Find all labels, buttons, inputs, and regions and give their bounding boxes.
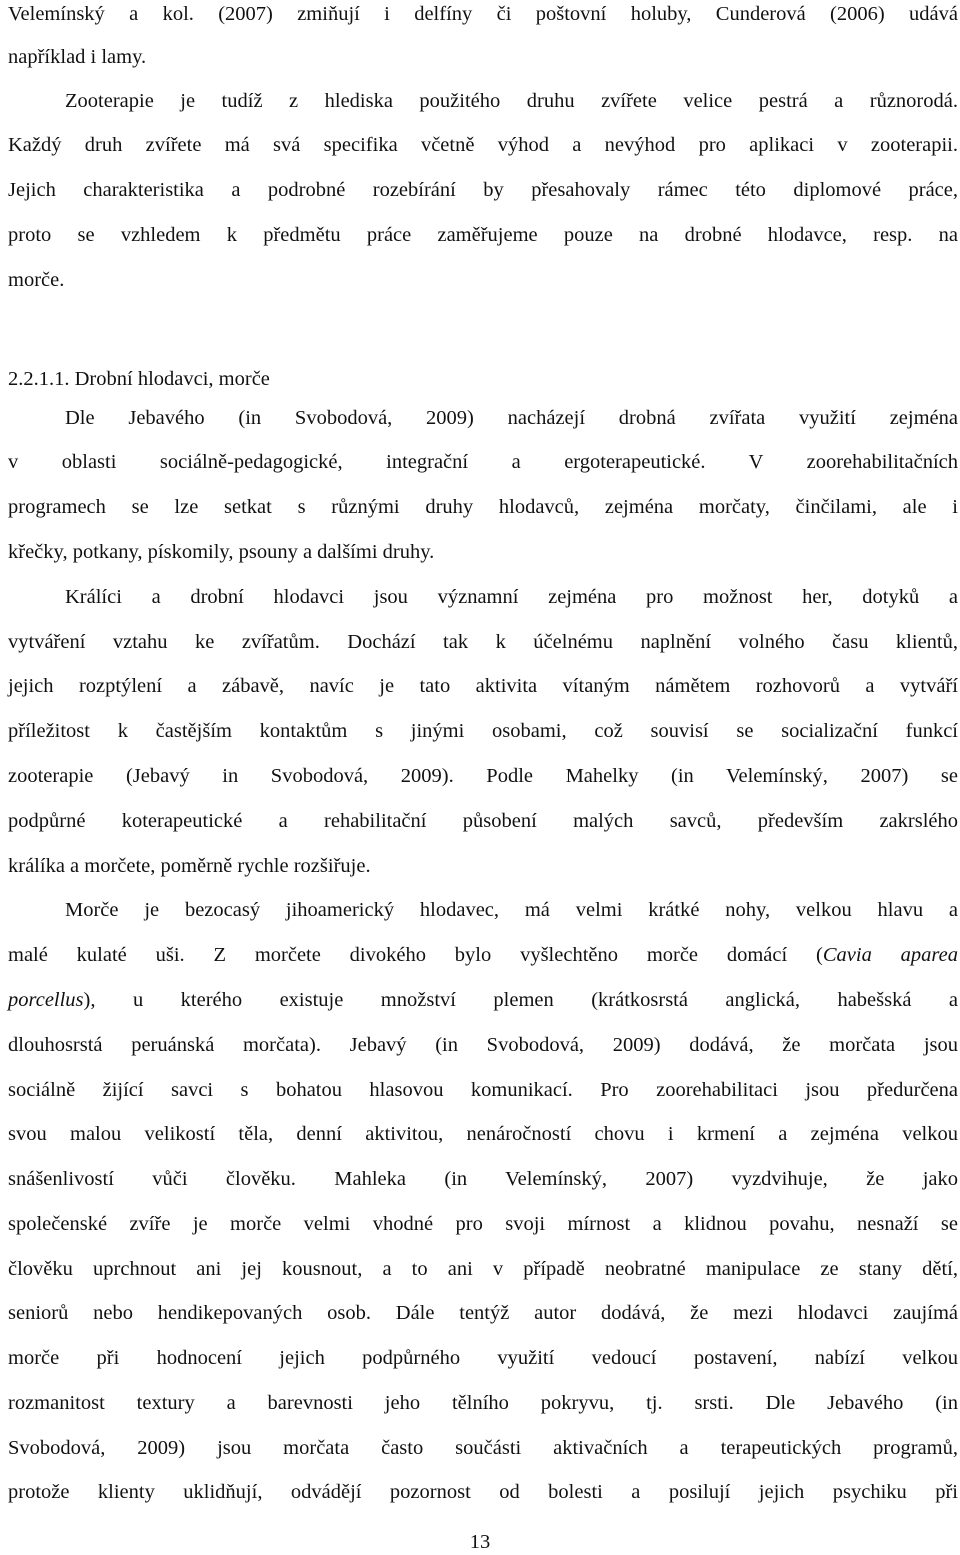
text-line: Morče je bezocasý jihoamerický hlodavec, má velmi krátké nohy, velkou hlavu a bbox=[65, 899, 958, 921]
text-line: zooterapie (Jebavý in Svobodová, 2009). Podle Mahelky (in Velemínský, 2007) se bbox=[8, 765, 958, 787]
text-line: dlouhosrstá peruánská morčata). Jebavý (in Svobodová, 2009) dodává, že morčata jsou bbox=[8, 1034, 958, 1056]
text-line: člověku uprchnout ani jej kousnout, a to ani v případě neobratné manipulace ze stany dětí, bbox=[8, 1258, 958, 1280]
text-run: malé kulaté uši. Z morčete divokého bylo vyšlechtěno morče domácí ( bbox=[8, 944, 823, 966]
text-line: Zooterapie je tudíž z hlediska použitého druhu zvířete velice pestrá a různorodá. bbox=[65, 90, 958, 112]
text-line: sociálně žijící savci s bohatou hlasovou komunikací. Pro zoorehabilitaci jsou předurčena bbox=[8, 1079, 958, 1101]
text-line: programech se lze setkat s různými druhy hlodavců, zejména morčaty, činčilami, ale i bbox=[8, 496, 958, 518]
text-line bbox=[8, 942, 958, 968]
species-name: porcellus bbox=[8, 989, 84, 1011]
text-line: seniorů nebo hendikepovaných osob. Dále tentýž autor dodává, že mezi hlodavci zaujímá bbox=[8, 1302, 958, 1324]
page-number: 13 bbox=[469, 1531, 491, 1553]
section-heading: 2.2.1.1. Drobní hlodavci, morče bbox=[8, 368, 270, 390]
text-line: společenské zvíře je morče velmi vhodné pro svoji mírnost a klidnou povahu, nesnaží se bbox=[8, 1213, 958, 1235]
text-line: podpůrné koterapeutické a rehabilitační působení malých savců, především zakrslého bbox=[8, 810, 958, 832]
text-line: jejich rozptýlení a zábavě, navíc je tato aktivita vítaným námětem rozhovorů a vytváří bbox=[8, 675, 958, 697]
text-line: Králíci a drobní hlodavci jsou významní zejména pro možnost her, dotyků a bbox=[65, 586, 958, 608]
text-line: rozmanitost textury a barevnosti jeho tělního pokryvu, tj. srsti. Dle Jebavého (in bbox=[8, 1392, 958, 1414]
text-line: králíka a morčete, poměrně rychle rozšiřuje. bbox=[8, 855, 371, 877]
text-line: morče při hodnocení jejich podpůrného využití vedoucí postavení, nabízí velkou bbox=[8, 1347, 958, 1369]
text-line: Velemínský a kol. (2007) zmiňují i delfíny či poštovní holuby, Cunderová (2006) udává bbox=[8, 3, 958, 25]
text-line: například i lamy. bbox=[8, 46, 147, 68]
text-line: morče. bbox=[8, 269, 65, 291]
text-line: svou malou velikostí těla, denní aktivitou, nenáročností chovu i krmení a zejména velkou bbox=[8, 1123, 958, 1145]
text-line: Dle Jebavého (in Svobodová, 2009) nacházejí drobná zvířata využití zejména bbox=[65, 407, 958, 429]
text-line bbox=[8, 987, 958, 1013]
species-name: Cavia aparea bbox=[822, 944, 958, 966]
text-line: příležitost k častějším kontaktům s jinými osobami, což souvisí se socializační funkcí bbox=[8, 720, 958, 742]
text-line: Jejich charakteristika a podrobné rozebírání by přesahovaly rámec této diplomové práce, bbox=[8, 179, 958, 201]
text-line: vytváření vztahu ke zvířatům. Dochází tak k účelnému naplnění volného času klientů, bbox=[8, 631, 958, 653]
text-line: proto se vzhledem k předmětu práce zaměřujeme pouze na drobné hlodavce, resp. na bbox=[8, 224, 958, 246]
text-line: v oblasti sociálně-pedagogické, integrační a ergoterapeutické. V zoorehabilitačních bbox=[8, 451, 958, 473]
text-run: ), u kterého existuje množství plemen (krátkosrstá anglická, habešská a bbox=[83, 989, 958, 1011]
text-line: protože klienty uklidňují, odvádějí pozornost od bolesti a posilují jejich psychiku při bbox=[8, 1481, 958, 1503]
text-line: Svobodová, 2009) jsou morčata často součásti aktivačních a terapeutických programů, bbox=[8, 1437, 958, 1459]
text-line: Každý druh zvířete má svá specifika včetně výhod a nevýhod pro aplikaci v zooterapii. bbox=[8, 134, 958, 156]
text-line: snášenlivostí vůči člověku. Mahleka (in Velemínský, 2007) vyzdvihuje, že jako bbox=[8, 1168, 958, 1190]
text-line: křečky, potkany, pískomily, psouny a dalšími druhy. bbox=[8, 541, 435, 563]
